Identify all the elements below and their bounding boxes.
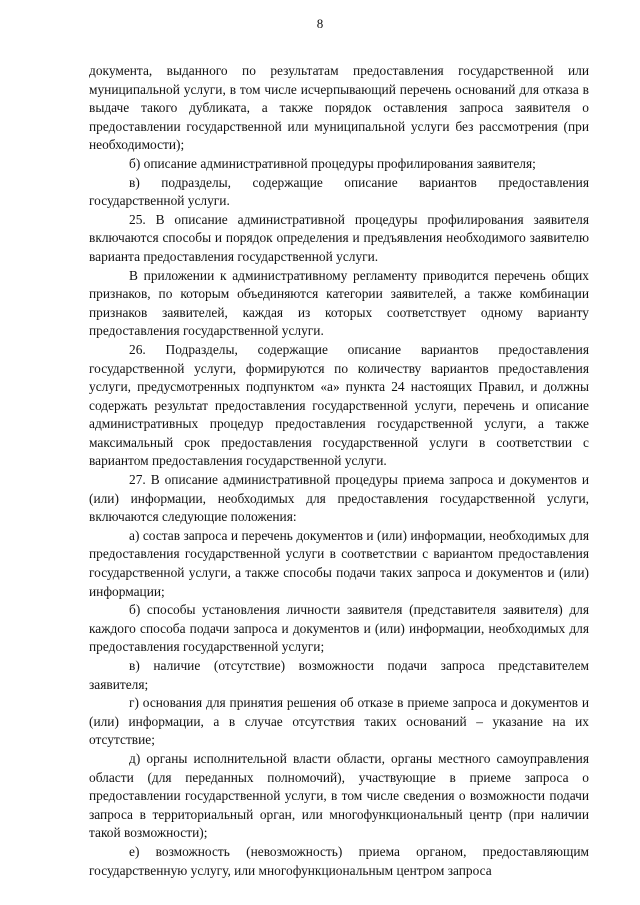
paragraph-item-v-subsections: в) подразделы, содержащие описание вариантов предоставления государственной услуги.	[89, 174, 589, 209]
paragraph-item-b: б) способы установления личности заявителя (представителя заявителя) для каждого способа подачи запроса и документов и (или) информации, необходимых для предоставления государственной услуги;	[89, 602, 589, 655]
paragraph-clause-25: 25. В описание административной процедуры профилирования заявителя включаются способы и порядок определения и предъявления необходимого заявителю варианта предоставления государственной услуги.	[89, 211, 589, 264]
paragraph-item-a: а) состав запроса и перечень документов и (или) информации, необходимых для предоставления государственной услуги в соответствии с вариантом предоставления государственной услуги, а также способы подачи таких запроса и документов и (или) информации;	[89, 527, 589, 599]
paragraph-continuation: документа, выданного по результатам предоставления государственной или муниципальной услуги, в том числе исчерпывающий перечень оснований для отказа в выдаче такого дубликата, а также порядок оставления запроса заявителя о предоставлении государственной или муниципальной услуги без рассмотрения (при необходимости);	[89, 63, 589, 153]
paragraph-appendix-note: В приложении к административному регламенту приводится перечень общих признаков, по которым объединяются категории заявителей, а также комбинации признаков заявителей, каждая из которых соответствует одному варианту предоставления государственной услуги.	[89, 267, 589, 339]
paragraph-clause-26: 26. Подразделы, содержащие описание вариантов предоставления государственной услуги, формируются по количеству вариантов предоставления услуги, предусмотренных подпунктом «а» пункта 24 настоящих Правил, и должны содержать результат предоставления государственной услуги, перечень и описание административных процедур предоставления государственной услуги, а также максимальный срок предоставления государственной услуги в соответствии с вариантом предоставления государственной услуги.	[89, 341, 589, 469]
paragraph-item-d: д) органы исполнительной власти области, органы местного самоуправления области (для переданных полномочий), участвующие в приеме запроса о предоставлении государственной услуги, в том числе сведения о возможности подачи запроса в территориальный орган, или многофункциональный центр (при наличии такой возможности);	[89, 750, 589, 841]
page-number: 8	[316, 16, 324, 31]
paragraph-item-e: е) возможность (невозможность) приема органом, предоставляющим государственную услугу, или многофункциональным центром запроса	[89, 843, 589, 878]
document-body	[89, 62, 589, 880]
paragraph-item-v: в) наличие (отсутствие) возможности подачи запроса представителем заявителя;	[89, 658, 589, 692]
paragraph-clause-27: 27. В описание административной процедуры приема запроса и документов и (или) информации, необходимых для предоставления государственной услуги, включаются следующие положения:	[89, 472, 589, 525]
paragraph-item-g: г) основания для принятия решения об отказе в приеме запроса и документов и (или) информации, а в случае отсутствия таких оснований – указание на их отсутствие;	[89, 695, 589, 748]
paragraph-item-b-profiling: б) описание административной процедуры профилирования заявителя;	[129, 155, 536, 171]
